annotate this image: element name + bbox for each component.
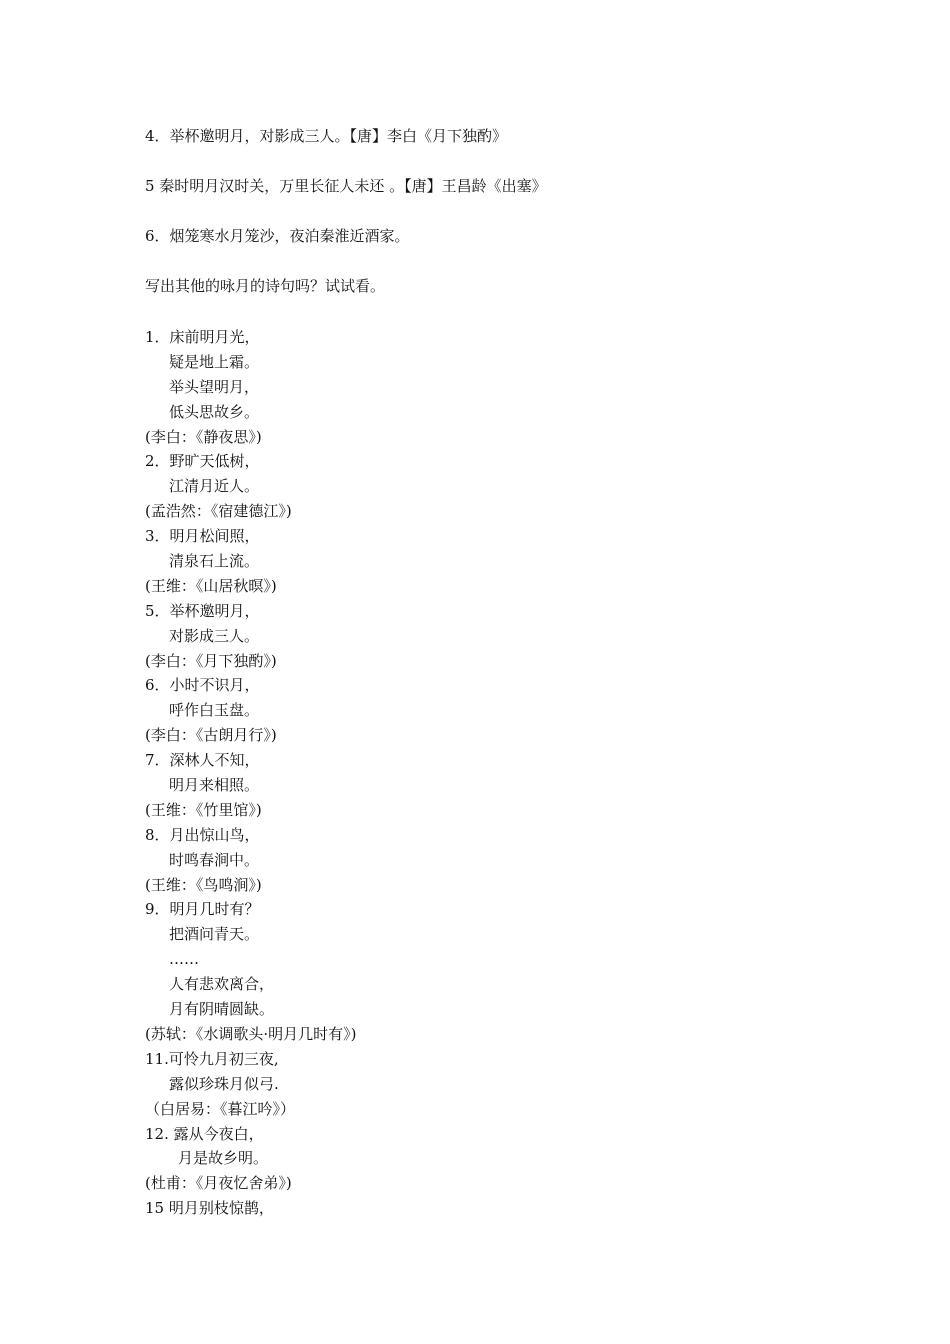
poem-line: 7．深林人不知， xyxy=(145,751,260,770)
poem-line: (王维：《山居秋暝》) xyxy=(145,576,277,595)
intro-line-1: 4．举杯邀明月，对影成三人。【唐】李白《月下独酌》 xyxy=(145,127,508,145)
poem-line: 呼作白玉盘。 xyxy=(169,701,260,720)
poem-line: 12. 露从今夜白， xyxy=(145,1124,264,1143)
poem-line: 明月来相照。 xyxy=(169,776,260,795)
poem-line: 人有悲欢离合， xyxy=(169,975,275,994)
poem-line: 对影成三人。 xyxy=(169,626,260,645)
intro-line-2: 5 秦时明月汉时关，万里长征人未还 。【唐】王昌龄《出塞》 xyxy=(145,177,547,195)
poem-line: 6．小时不识月， xyxy=(145,676,260,695)
poem-line: (苏轼：《水调歌头·明月几时有》) xyxy=(145,1024,357,1043)
poem-line: 江清月近人。 xyxy=(169,477,260,496)
poem-line: (王维：《鸟鸣涧》) xyxy=(145,875,262,894)
poem-line: 8．月出惊山鸟， xyxy=(145,825,260,844)
poem-line: 疑是地上霜。 xyxy=(169,352,260,371)
poem-line: (李白：《静夜思》) xyxy=(145,427,262,446)
poem-line: 露似珍珠月似弓. xyxy=(169,1074,279,1093)
poem-line: 15 明月别枝惊鹊， xyxy=(145,1199,274,1218)
intro-question: 写出其他的咏月的诗句吗？试试看。 xyxy=(145,277,386,295)
poem-line: …… xyxy=(169,950,199,969)
poem-line: 3．明月松间照， xyxy=(145,527,260,546)
poem-line: (孟浩然：《宿建德江》) xyxy=(145,502,292,521)
poem-line: (杜甫：《月夜忆舍弟》) xyxy=(145,1174,292,1193)
poem-line: 把酒问青天。 xyxy=(169,925,260,944)
poem-line: 低头思故乡。 xyxy=(169,402,260,421)
poem-line: 举头望明月， xyxy=(169,377,260,396)
poem-line: 时鸣春涧中。 xyxy=(169,850,260,869)
poem-line: 9．明月几时有？ xyxy=(145,900,260,919)
poem-line: 月有阴晴圆缺。 xyxy=(169,1000,275,1019)
poem-line: 2．野旷天低树， xyxy=(145,452,260,471)
poem-line: 月是故乡明。 xyxy=(178,1149,269,1168)
poem-line: 清泉石上流。 xyxy=(169,552,260,571)
poem-line: 11.可怜九月初三夜, xyxy=(145,1049,279,1068)
intro-line-3: 6．烟笼寒水月笼沙，夜泊秦淮近酒家。 xyxy=(145,227,410,245)
poem-line: (李白：《古朗月行》) xyxy=(145,726,277,745)
poem-line: （白居易：《暮江吟》） xyxy=(145,1099,296,1118)
poem-line: (王维：《竹里馆》) xyxy=(145,800,262,819)
poem-line: (李白：《月下独酌》) xyxy=(145,651,277,670)
poem-line: 5．举杯邀明月， xyxy=(145,601,260,620)
poem-list xyxy=(145,325,845,1221)
poem-line: 1．床前明月光， xyxy=(145,328,260,346)
